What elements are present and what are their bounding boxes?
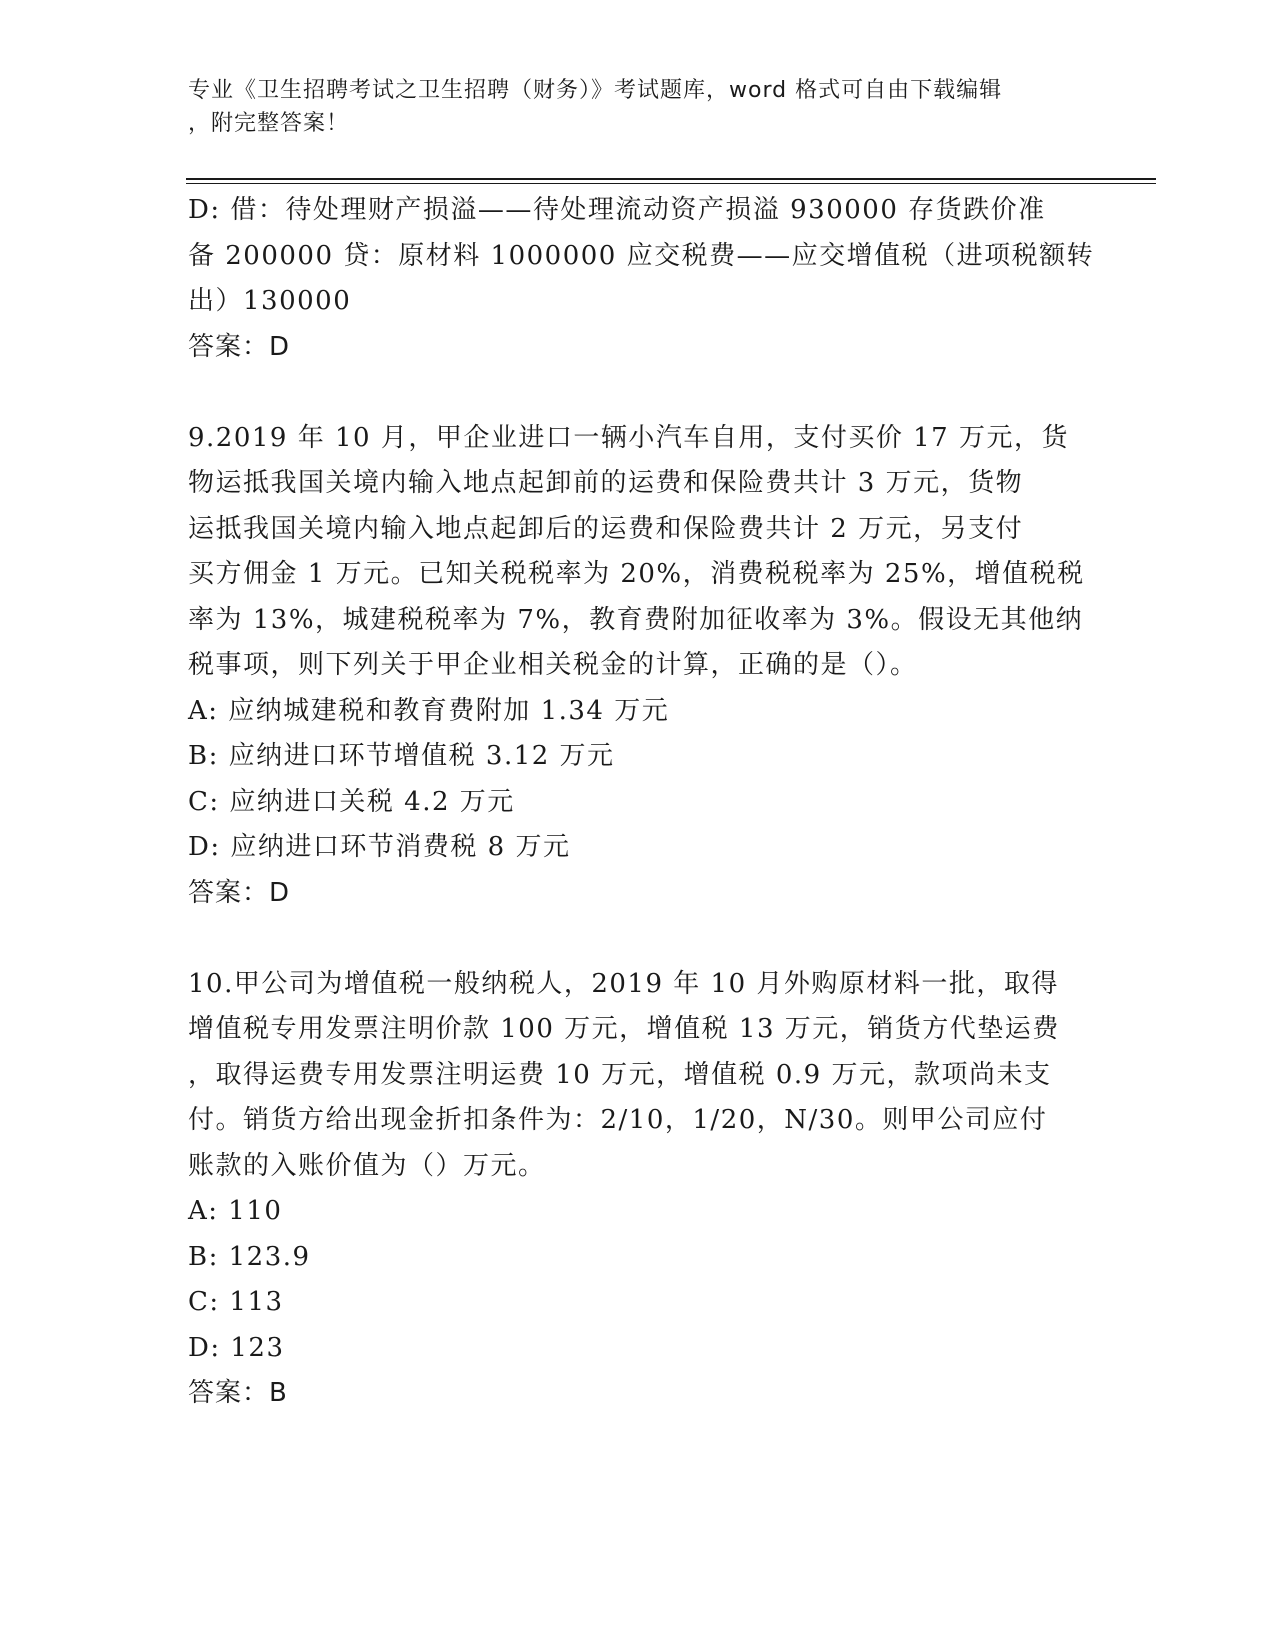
option-a: A: 110 [188, 1196, 283, 1226]
header-line-1: 专业《卫生招聘考试之卫生招聘（财务）》考试题库，word 格式可自由下载编辑 [188, 78, 1003, 103]
answer-line: 答案：B [188, 1378, 288, 1408]
header-rule-thin [186, 183, 1156, 184]
option-d-line-1: D: 借：待处理财产损溢——待处理流动资产损溢 930000 存货跌价准 [188, 195, 1046, 225]
header-line-2: ，附完整答案！ [188, 111, 350, 136]
question-stem-line: ，取得运费专用发票注明运费 10 万元，增值税 0.9 万元，款项尚未支 [188, 1059, 1052, 1090]
question-stem-line: 账款的入账价值为（）万元。 [188, 1150, 546, 1181]
question-stem-line: 运抵我国关境内输入地点起卸后的运费和保险费共计 2 万元，另支付 [188, 513, 1024, 544]
question-8-tail [188, 188, 1095, 370]
answer-line: 答案：D [188, 877, 291, 908]
option-c: C: 应纳进口关税 4.2 万元 [188, 786, 515, 817]
option-d-line-3: 出）130000 [188, 286, 352, 316]
option-d-line-2: 备 200000 贷：原材料 1000000 应交税费——应交增值税（进项税额转 [188, 240, 1095, 271]
question-stem-line: 增值税专用发票注明价款 100 万元，增值税 13 万元，销货方代垫运费 [188, 1014, 1060, 1044]
question-stem-line: 物运抵我国关境内输入地点起卸前的运费和保险费共计 3 万元，货物 [188, 468, 1024, 498]
question-stem-line: 率为 13%，城建税税率为 7%，教育费附加征收率为 3%。假设无其他纳 [188, 604, 1084, 635]
header-rule-thick [186, 178, 1156, 180]
question-10 [188, 962, 1078, 1417]
question-9 [188, 416, 1085, 917]
option-a: A: 应纳城建税和教育费附加 1.34 万元 [188, 695, 670, 726]
option-b: B: 应纳进口环节增值税 3.12 万元 [188, 741, 615, 771]
spacer [188, 916, 1078, 962]
question-stem-line: 10.甲公司为增值税一般纳税人，2019 年 10 月外购原材料一批，取得 [188, 968, 1059, 999]
spacer [188, 370, 1078, 416]
option-d: D: 应纳进口环节消费税 8 万元 [188, 832, 571, 862]
document-body [188, 188, 1095, 1417]
page-header [188, 74, 1068, 140]
option-d: D: 123 [188, 1332, 285, 1363]
option-c: C: 113 [188, 1287, 284, 1317]
question-stem-line: 买方佣金 1 万元。已知关税税率为 20%，消费税税率为 25%，增值税税 [188, 559, 1085, 589]
option-b: B: 123.9 [188, 1241, 311, 1272]
answer-line: 答案：D [188, 331, 291, 362]
question-stem-line: 9.2019 年 10 月，甲企业进口一辆小汽车自用，支付买价 17 万元，货 [188, 422, 1069, 453]
question-stem-line: 税事项，则下列关于甲企业相关税金的计算，正确的是（）。 [188, 650, 918, 680]
question-stem-line: 付。销货方给出现金折扣条件为：2/10，1/20，N/30。则甲公司应付 [188, 1105, 1048, 1135]
